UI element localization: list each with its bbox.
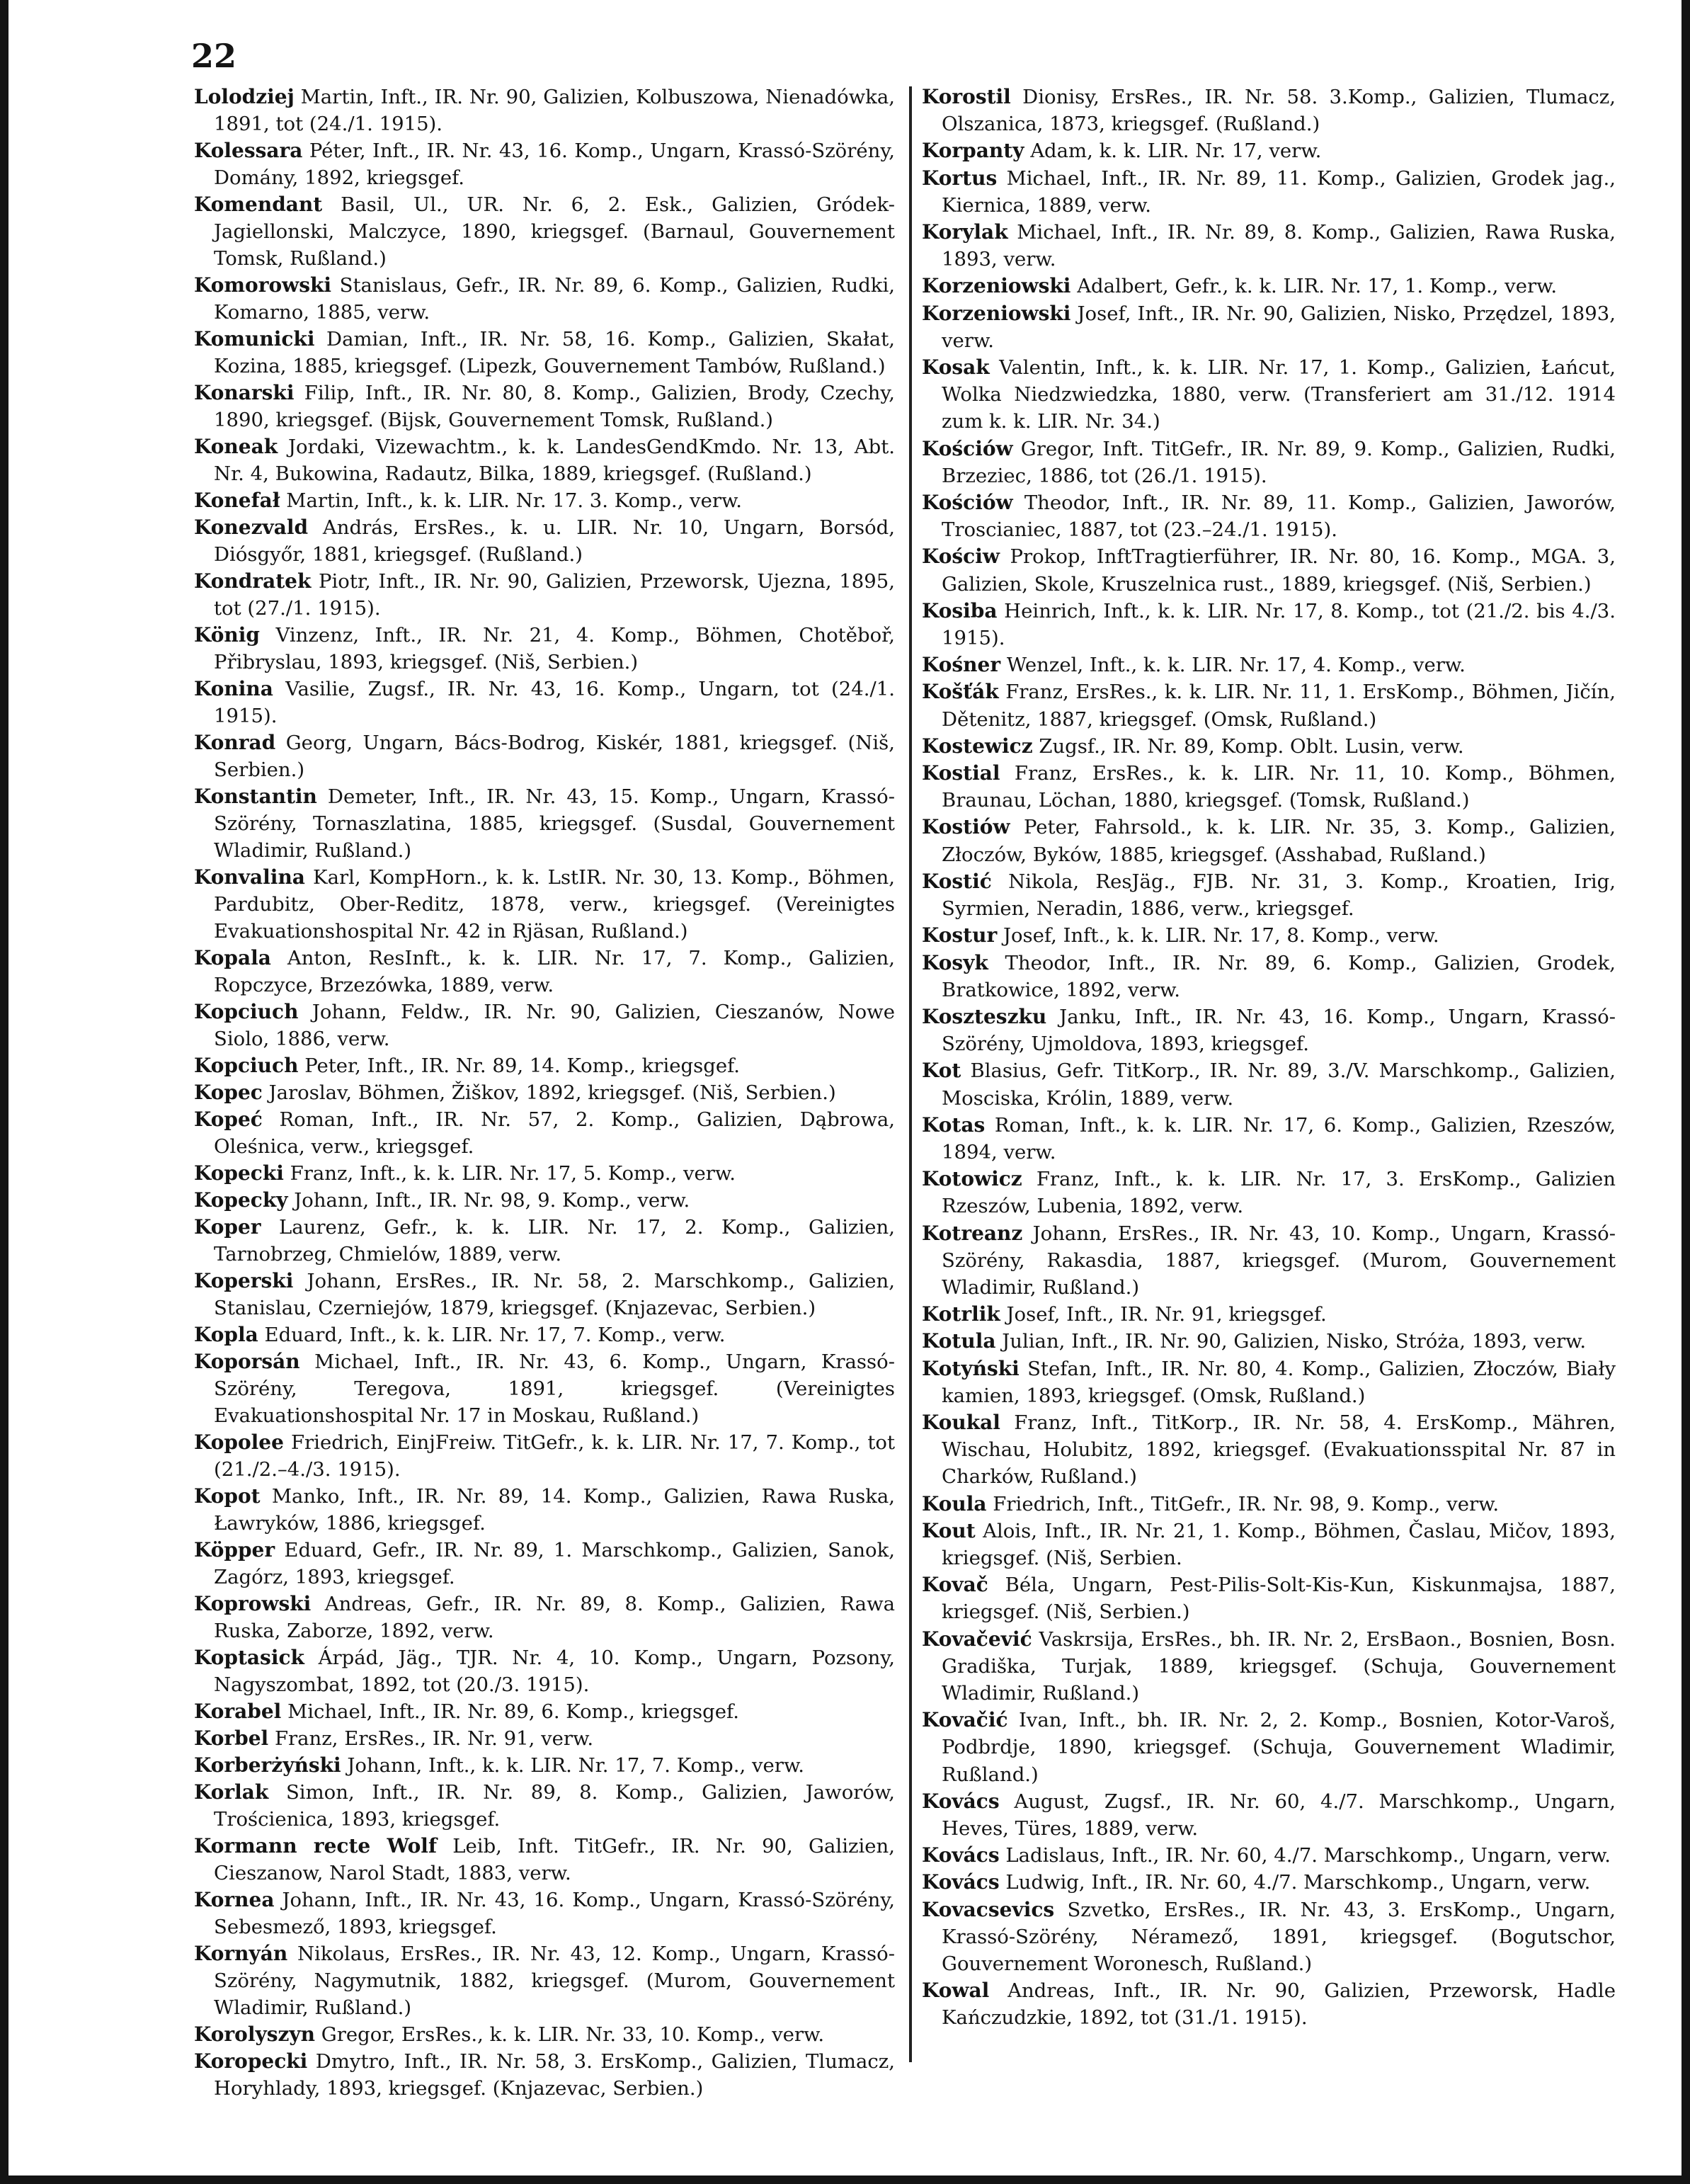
- list-item: [922, 1869, 1616, 1896]
- list-item: [194, 783, 895, 864]
- entry-surname: Koporsán: [194, 1350, 300, 1373]
- list-item: [922, 1112, 1616, 1166]
- list-item: [194, 380, 895, 433]
- entry-details: Franz, ErsRes., IR. Nr. 91, verw.: [274, 1727, 594, 1750]
- list-item: [194, 1321, 895, 1348]
- entry-details: Prokop, InftTragtierführer, IR. Nr. 80, 16. Komp., MGA. 3, Galizien, Skole, Kruszelnica rust., 1889, kriegsgef. (Niš, Serbien.): [942, 545, 1616, 596]
- list-item: [922, 219, 1616, 273]
- entry-surname: Kopot: [194, 1484, 261, 1508]
- entry-details: Johann, Inft., k. k. LIR. Nr. 17, 7. Komp., verw.: [347, 1754, 804, 1777]
- list-item: [922, 922, 1616, 949]
- list-item: [922, 354, 1616, 436]
- entry-details: Demeter, Inft., IR. Nr. 43, 15. Komp., Ungarn, Krassó-Szörény, Tornaszlatina, 1885, kriegsgef. (Susdal, Gouvernement Wladimir, Rußland.): [214, 785, 895, 862]
- list-item: [922, 1355, 1616, 1409]
- list-item: [922, 1491, 1616, 1518]
- list-item: [194, 487, 895, 514]
- entry-surname: Kondratek: [194, 569, 312, 593]
- list-item: [194, 1429, 895, 1483]
- entry-surname: Kostur: [922, 923, 998, 948]
- list-item: [194, 433, 895, 487]
- entry-details: Heinrich, Inft., k. k. LIR. Nr. 17, 8. Komp., tot (21./2. bis 4./3. 1915).: [942, 599, 1616, 650]
- entry-surname: Kotyński: [922, 1356, 1020, 1380]
- entry-surname: Kotreanz: [922, 1221, 1023, 1245]
- list-item: [194, 1725, 895, 1752]
- entry-surname: Korpanty: [922, 139, 1024, 163]
- entry-surname: Konina: [194, 677, 273, 700]
- entry-details: Andreas, Inft., IR. Nr. 90, Galizien, Przeworsk, Hadle Kańczudzkie, 1892, tot (31./1. 1915).: [942, 1979, 1616, 2030]
- entry-details: Filip, Inft., IR. Nr. 80, 8. Komp., Galizien, Brody, Czechy, 1890, kriegsgef. (Bijsk, Gouvernement Tomsk, Rußland.): [214, 382, 895, 431]
- entry-surname: Kovács: [922, 1789, 1000, 1813]
- entry-surname: Kotula: [922, 1329, 996, 1353]
- entry-surname: Konefał: [194, 489, 280, 512]
- entry-details: Piotr, Inft., IR. Nr. 90, Galizien, Przeworsk, Ujezna, 1895, tot (27./1. 1915).: [214, 570, 895, 620]
- entry-details: Eduard, Inft., k. k. LIR. Nr. 17, 7. Komp., verw.: [264, 1324, 726, 1346]
- list-item: [194, 1160, 895, 1187]
- entry-details: Franz, ErsRes., k. k. LIR. Nr. 11, 1. ErsKomp., Böhmen, Jičín, Dětenitz, 1887, kriegsgef. (Omsk, Rußland.): [942, 681, 1616, 731]
- entry-surname: Kolessara: [194, 139, 303, 162]
- entry-surname: Kopecky: [194, 1188, 288, 1212]
- entry-details: Jordaki, Vizewachtm., k. k. LandesGendKmdo. Nr. 13, Abt. Nr. 4, Bukowina, Radautz, Bilka, 1889, kriegsgef. (Rußland.): [214, 436, 895, 485]
- list-item: [922, 1788, 1616, 1842]
- entry-surname: Korolyszyn: [194, 2023, 316, 2046]
- entry-details: Ludwig, Inft., IR. Nr. 60, 4./7. Marschkomp., Ungarn, verw.: [1005, 1871, 1591, 1894]
- list-item: [194, 1698, 895, 1725]
- entry-surname: Kornea: [194, 1888, 275, 1911]
- entry-surname: Kotas: [922, 1113, 986, 1137]
- entry-details: Josef, Inft., IR. Nr. 90, Galizien, Nisko, Przędzel, 1893, verw.: [942, 302, 1616, 352]
- entry-surname: Kopecki: [194, 1161, 284, 1185]
- entry-surname: Komunicki: [194, 327, 315, 351]
- entry-details: Gregor, Inft. TitGefr., IR. Nr. 89, 9. Komp., Galizien, Rudki, Brzeziec, 1886, tot (26./1. 1915).: [942, 437, 1616, 487]
- entry-details: Johann, Inft., IR. Nr. 43, 16. Komp., Ungarn, Krassó-Szörény, Sebesmező, 1893, kriegsgef.: [214, 1889, 895, 1938]
- list-item: [922, 1003, 1616, 1057]
- entry-surname: Kormann recte Wolf: [194, 1834, 437, 1858]
- entry-details: Josef, Inft., k. k. LIR. Nr. 17, 8. Komp., verw.: [1003, 924, 1439, 948]
- left-column: [194, 84, 895, 2102]
- entry-surname: Konarski: [194, 381, 295, 404]
- list-item: [194, 568, 895, 622]
- entry-details: Ivan, Inft., bh. IR. Nr. 2, 2. Komp., Bosnien, Kotor-Varoš, Podbrdje, 1890, kriegsgef. (Schuja, Gouvernement Wladimir, Rußland.): [942, 1709, 1616, 1786]
- entry-details: Franz, ErsRes., k. k. LIR. Nr. 11, 10. Komp., Böhmen, Braunau, Löchan, 1880, kriegsgef. (Tomsk, Rußland.): [942, 762, 1616, 812]
- entry-surname: Korlak: [194, 1780, 269, 1804]
- list-item: [922, 1518, 1616, 1571]
- entry-details: Vasilie, Zugsf., IR. Nr. 43, 16. Komp., Ungarn, tot (24./1. 1915).: [214, 678, 895, 727]
- list-item: [922, 436, 1616, 489]
- list-item: [922, 1328, 1616, 1355]
- list-item: [922, 543, 1616, 597]
- list-item: [194, 84, 895, 137]
- entry-surname: Kowal: [922, 1979, 990, 2003]
- list-item: [922, 1977, 1616, 2031]
- list-item: [922, 950, 1616, 1003]
- entry-surname: Kovačević: [922, 1627, 1032, 1651]
- list-item: [922, 300, 1616, 354]
- list-item: [194, 1752, 895, 1779]
- entry-details: Ladislaus, Inft., IR. Nr. 60, 4./7. Marschkomp., Ungarn, verw.: [1005, 1844, 1611, 1867]
- entry-details: Friedrich, Inft., TitGefr., IR. Nr. 98, 9. Komp., verw.: [993, 1492, 1500, 1515]
- list-item: [922, 1409, 1616, 1491]
- list-item: [922, 489, 1616, 543]
- list-item: [194, 2021, 895, 2048]
- entry-details: Laurenz, Gefr., k. k. LIR. Nr. 17, 2. Komp., Galizien, Tarnobrzeg, Chmielów, 1889, verw.: [214, 1216, 895, 1266]
- entry-surname: Kout: [922, 1518, 976, 1542]
- list-item: [922, 137, 1616, 164]
- entry-surname: Kotrlik: [922, 1302, 1000, 1326]
- list-item: [194, 137, 895, 191]
- entry-surname: Kopciuch: [194, 1000, 299, 1023]
- list-item: [194, 729, 895, 783]
- entry-surname: Kostial: [922, 761, 1000, 785]
- list-item: [194, 2048, 895, 2102]
- list-item: [922, 165, 1616, 219]
- entry-surname: Kosak: [922, 356, 990, 380]
- list-item: [194, 1537, 895, 1591]
- entry-details: Adam, k. k. LIR. Nr. 17, verw.: [1030, 140, 1322, 163]
- list-item: [194, 272, 895, 326]
- entry-details: Peter, Fahrsold., k. k. LIR. Nr. 35, 3. Komp., Galizien, Złoczów, Byków, 1885, kriegsgef. (Asshabad, Rußland.): [942, 816, 1616, 866]
- entry-details: Jaroslav, Böhmen, Žiškov, 1892, kriegsgef. (Niš, Serbien.): [268, 1081, 836, 1104]
- entry-details: Peter, Inft., IR. Nr. 89, 14. Komp., kriegsgef.: [304, 1054, 741, 1077]
- list-item: [194, 1079, 895, 1106]
- entry-surname: Kopolee: [194, 1431, 284, 1454]
- list-item: [922, 1166, 1616, 1219]
- entry-details: Eduard, Gefr., IR. Nr. 89, 1. Marschkomp., Galizien, Sanok, Zagórz, 1893, kriegsgef.: [214, 1539, 895, 1588]
- entry-details: Franz, Inft., k. k. LIR. Nr. 17, 3. ErsKomp., Galizien Rzeszów, Lubenia, 1892, verw.: [942, 1168, 1616, 1218]
- list-item: [922, 1057, 1616, 1111]
- list-item: [194, 1644, 895, 1698]
- list-item: [922, 1896, 1616, 1978]
- list-item: [922, 733, 1616, 760]
- entry-surname: Kopec: [194, 1081, 263, 1104]
- list-item: [194, 864, 895, 945]
- list-item: [194, 1833, 895, 1887]
- entry-details: Vaskrsija, ErsRes., bh. IR. Nr. 2, ErsBaon., Bosnien, Bosn. Gradiška, Turjak, 1889, kriegsgef. (Schuja, Gouvernement Wladimir, Rußland.): [942, 1627, 1616, 1705]
- list-item: [922, 814, 1616, 868]
- entry-details: Roman, Inft., IR. Nr. 57, 2. Komp., Galizien, Dąbrowa, Oleśnica, verw., kriegsgef.: [214, 1108, 895, 1158]
- entry-surname: Kotowicz: [922, 1167, 1022, 1191]
- entry-surname: Korylak: [922, 220, 1008, 244]
- list-item: [922, 652, 1616, 678]
- entry-details: Vinzenz, Inft., IR. Nr. 21, 4. Komp., Böhmen, Chotěboř, Přibryslau, 1893, kriegsgef. (Niš, Serbien.): [214, 624, 895, 673]
- list-item: [194, 1106, 895, 1160]
- entry-details: Béla, Ungarn, Pest-Pilis-Solt-Kis-Kun, Kiskunmajsa, 1887, kriegsgef. (Niš, Serbien.): [942, 1574, 1616, 1624]
- entry-surname: Komendant: [194, 193, 323, 216]
- entry-surname: Kot: [922, 1059, 961, 1083]
- entry-details: Leib, Inft. TitGefr., IR. Nr. 90, Galizien, Cieszanow, Narol Stadt, 1883, verw.: [214, 1835, 895, 1884]
- entry-surname: Kopla: [194, 1323, 258, 1346]
- list-item: [194, 1940, 895, 2021]
- list-item: [922, 760, 1616, 814]
- list-item: [194, 191, 895, 272]
- entry-surname: Kovacsevics: [922, 1897, 1055, 1921]
- list-item: [194, 1591, 895, 1644]
- entry-surname: Kosyk: [922, 950, 988, 974]
- entry-surname: Korzeniowski: [922, 301, 1071, 325]
- entry-details: Johann, Inft., IR. Nr. 98, 9. Komp., verw.: [294, 1189, 690, 1212]
- list-item: [922, 678, 1616, 732]
- entry-details: Stanislaus, Gefr., IR. Nr. 89, 6. Komp., Galizien, Rudki, Komarno, 1885, verw.: [214, 274, 896, 324]
- entry-surname: König: [194, 623, 260, 647]
- entry-surname: Korostil: [922, 85, 1011, 108]
- entry-surname: Lolodziej: [194, 85, 295, 108]
- entry-details: Josef, Inft., IR. Nr. 91, kriegsgef.: [1006, 1303, 1327, 1326]
- entry-details: Johann, Feldw., IR. Nr. 90, Galizien, Cieszanów, Nowe Siolo, 1886, verw.: [214, 1001, 895, 1050]
- entry-details: Valentin, Inft., k. k. LIR. Nr. 17, 1. Komp., Galizien, Łańcut, Wolka Niedzwiedzka, 1880, verw. (Transferiert am 31./12. 1914 zum k. k. LIR. Nr. 34.): [942, 356, 1616, 433]
- entry-details: Péter, Inft., IR. Nr. 43, 16. Komp., Ungarn, Krassó-Szörény, Domány, 1892, kriegsgef.: [214, 140, 895, 189]
- entry-surname: Koperski: [194, 1269, 294, 1292]
- entry-surname: Koptasick: [194, 1646, 304, 1669]
- entry-surname: Koneak: [194, 435, 278, 458]
- list-item: [922, 1842, 1616, 1869]
- entry-details: Árpád, Jäg., TJR. Nr. 4, 10. Komp., Ungarn, Pozsony, Nagyszombat, 1892, tot (20./3. 1915).: [214, 1646, 896, 1696]
- entry-surname: Kovács: [922, 1843, 1000, 1867]
- entry-surname: Kortus: [922, 166, 998, 190]
- entry-surname: Koropecki: [194, 2049, 308, 2073]
- list-item: [194, 622, 895, 676]
- entry-surname: Košťák: [922, 680, 999, 704]
- entry-surname: Korberżyński: [194, 1753, 341, 1777]
- list-item: [194, 1348, 895, 1429]
- entry-details: Zugsf., IR. Nr. 89, Komp. Oblt. Lusin, verw.: [1039, 734, 1464, 758]
- entry-details: Franz, Inft., k. k. LIR. Nr. 17, 5. Komp., verw.: [290, 1162, 736, 1185]
- entry-surname: Koukal: [922, 1410, 1000, 1434]
- list-item: [194, 1214, 895, 1268]
- entry-surname: Kovačić: [922, 1708, 1008, 1732]
- entry-details: Michael, Inft., IR. Nr. 43, 6. Komp., Ungarn, Krassó-Szörény, Teregova, 1891, kriegsgef. (Vereinigtes Evakuationshospital Nr. 17 in Moskau, Rußland.): [214, 1350, 896, 1427]
- entry-details: Damian, Inft., IR. Nr. 58, 16. Komp., Galizien, Skałat, Kozina, 1885, kriegsgef. (Lipezk, Gouvernement Tambów, Rußland.): [214, 328, 895, 377]
- entry-details: Gregor, ErsRes., k. k. LIR. Nr. 33, 10. Komp., verw.: [321, 2023, 825, 2046]
- list-item: [194, 326, 895, 380]
- page-number: 22: [191, 37, 237, 75]
- entry-details: Michael, Inft., IR. Nr. 89, 11. Komp., Galizien, Grodek jag., Kiernica, 1889, verw.: [942, 166, 1616, 217]
- entry-surname: Kovač: [922, 1573, 988, 1597]
- entry-details: Szvetko, ErsRes., IR. Nr. 43, 3. ErsKomp., Ungarn, Krassó-Szörény, Néramező, 1891, kriegsgef. (Bogutschor, Gouvernement Woronesch, Rußland.): [942, 1898, 1616, 1976]
- entry-details: Adalbert, Gefr., k. k. LIR. Nr. 17, 1. Komp., verw.: [1077, 275, 1558, 298]
- entry-surname: Koula: [922, 1491, 987, 1515]
- entry-surname: Kostewicz: [922, 734, 1033, 758]
- entry-surname: Köpper: [194, 1538, 275, 1562]
- list-item: [194, 514, 895, 568]
- list-item: [922, 1626, 1616, 1707]
- entry-surname: Kopeć: [194, 1108, 263, 1131]
- entry-details: August, Zugsf., IR. Nr. 60, 4./7. Marschkomp., Ungarn, Heves, Türes, 1889, verw.: [942, 1790, 1616, 1840]
- entry-surname: Kosiba: [922, 598, 998, 622]
- entry-surname: Komorowski: [194, 273, 332, 297]
- entry-details: Andreas, Gefr., IR. Nr. 89, 8. Komp., Galizien, Rawa Ruska, Zaborze, 1892, verw.: [214, 1593, 895, 1642]
- entry-details: Dionisy, ErsRes., IR. Nr. 58. 3.Komp., Galizien, Tlumacz, Olszanica, 1873, kriegsgef. (Rußland.): [942, 86, 1616, 136]
- entry-details: András, ErsRes., k. u. LIR. Nr. 10, Ungarn, Borsód, Diósgyőr, 1881, kriegsgef. (Rußland.): [214, 516, 895, 566]
- list-item: [922, 1220, 1616, 1302]
- entry-surname: Korbel: [194, 1727, 269, 1750]
- list-item: [922, 1707, 1616, 1788]
- list-item: [922, 598, 1616, 652]
- list-item: [194, 999, 895, 1052]
- entry-surname: Konrad: [194, 731, 276, 754]
- entry-surname: Koprowski: [194, 1592, 312, 1615]
- entry-surname: Konezvald: [194, 516, 309, 539]
- entry-details: Nikola, ResJäg., FJB. Nr. 31, 3. Komp., Kroatien, Irig, Syrmien, Neradin, 1886, verw., kriegsgef.: [942, 870, 1616, 921]
- entry-details: Julian, Inft., IR. Nr. 90, Galizien, Nisko, Stróża, 1893, verw.: [1002, 1330, 1587, 1353]
- entry-surname: Kovács: [922, 1870, 1000, 1894]
- entry-surname: Kościów: [922, 491, 1013, 515]
- entry-surname: Koszteszku: [922, 1004, 1047, 1028]
- list-item: [922, 1301, 1616, 1328]
- list-item: [194, 1268, 895, 1321]
- entry-details: Martin, Inft., IR. Nr. 90, Galizien, Kolbuszowa, Nienadówka, 1891, tot (24./1. 1915).: [214, 86, 895, 135]
- list-item: [194, 1187, 895, 1214]
- entry-surname: Korzeniowski: [922, 274, 1071, 298]
- entry-surname: Kopala: [194, 946, 271, 969]
- entry-details: Blasius, Gefr. TitKorp., IR. Nr. 89, 3./V. Marschkomp., Galizien, Mosciska, Królin, 1889, verw.: [942, 1059, 1616, 1110]
- entry-surname: Kośner: [922, 653, 1001, 677]
- entry-details: Dmytro, Inft., IR. Nr. 58, 3. ErsKomp., Galizien, Tlumacz, Horyhlady, 1893, kriegsgef. (Knjazevac, Serbien.): [214, 2050, 896, 2100]
- list-item: [194, 1887, 895, 1940]
- entry-surname: Korabel: [194, 1700, 282, 1723]
- column-divider: [909, 86, 912, 2062]
- entry-surname: Konstantin: [194, 785, 317, 808]
- list-item: [922, 84, 1616, 137]
- entry-details: Franz, Inft., TitKorp., IR. Nr. 58, 4. ErsKomp., Mähren, Wischau, Holubitz, 1892, kriegsgef. (Evakuationsspital Nr. 87 in Charków, Rußland.): [942, 1411, 1616, 1489]
- entry-details: Nikolaus, ErsRes., IR. Nr. 43, 12. Komp., Ungarn, Krassó-Szörény, Nagymutnik, 1882, kriegsgef. (Murom, Gouvernement Wladimir, Rußland.): [214, 1943, 895, 2019]
- entry-surname: Kornyán: [194, 1942, 288, 1965]
- entry-surname: Kościów: [922, 436, 1013, 460]
- entry-details: Georg, Ungarn, Bács-Bodrog, Kiskér, 1881, kriegsgef. (Niš, Serbien.): [214, 732, 895, 781]
- entry-details: Anton, ResInft., k. k. LIR. Nr. 17, 7. Komp., Galizien, Ropczyce, Brzezówka, 1889, verw.: [214, 947, 895, 996]
- entry-details: Karl, KompHorn., k. k. LstIR. Nr. 30, 13. Komp., Böhmen, Pardubitz, Ober-Reditz, 1878, verw., kriegsgef. (Vereinigtes Evakuationshospital Nr. 42 in Rjäsan, Rußland.): [214, 866, 895, 943]
- list-item: [922, 273, 1616, 300]
- entry-details: Wenzel, Inft., k. k. LIR. Nr. 17, 4. Komp., verw.: [1006, 654, 1466, 677]
- list-item: [194, 1483, 895, 1537]
- entry-surname: Konvalina: [194, 865, 305, 889]
- entry-surname: Kościw: [922, 545, 1000, 569]
- entry-details: Martin, Inft., k. k. LIR. Nr. 17. 3. Komp., verw.: [286, 489, 743, 512]
- entry-surname: Kostić: [922, 869, 992, 893]
- entry-details: Simon, Inft., IR. Nr. 89, 8. Komp., Galizien, Jaworów, Trościenica, 1893, kriegsgef.: [214, 1781, 895, 1831]
- entry-details: Friedrich, EinjFreiw. TitGefr., k. k. LIR. Nr. 17, 7. Komp., tot (21./2.–4./3. 1915).: [214, 1431, 895, 1481]
- list-item: [194, 1779, 895, 1833]
- list-item: [922, 1571, 1616, 1625]
- entry-surname: Kostiów: [922, 815, 1010, 839]
- entry-surname: Kopciuch: [194, 1054, 299, 1077]
- entry-details: Stefan, Inft., IR. Nr. 80, 4. Komp., Galizien, Złoczów, Biały kamien, 1893, kriegsgef. (Omsk, Rußland.): [942, 1357, 1616, 1407]
- entry-details: Michael, Inft., IR. Nr. 89, 8. Komp., Galizien, Rawa Ruska, 1893, verw.: [942, 221, 1616, 271]
- list-item: [922, 868, 1616, 922]
- entry-details: Basil, Ul., UR. Nr. 6, 2. Esk., Galizien, Gródek-Jagiellonski, Malczyce, 1890, kriegsgef. (Barnaul, Gouvernement Tomsk, Rußland.): [214, 193, 896, 270]
- list-item: [194, 945, 895, 999]
- right-column: [922, 84, 1616, 2032]
- entry-details: Theodor, Inft., IR. Nr. 89, 6. Komp., Galizien, Grodek, Bratkowice, 1892, verw.: [942, 951, 1616, 1001]
- entry-surname: Koper: [194, 1215, 261, 1239]
- entry-details: Johann, ErsRes., IR. Nr. 58, 2. Marschkomp., Galizien, Stanislau, Czerniejów, 1879, kriegsgef. (Knjazevac, Serbien.): [214, 1270, 895, 1319]
- entry-details: Roman, Inft., k. k. LIR. Nr. 17, 6. Komp., Galizien, Rzeszów, 1894, verw.: [942, 1113, 1616, 1164]
- entry-details: Alois, Inft., IR. Nr. 21, 1. Komp., Böhmen, Časlau, Mičov, 1893, kriegsgef. (Niš, Serbien.: [942, 1519, 1616, 1569]
- list-item: [194, 1052, 895, 1079]
- list-item: [194, 676, 895, 729]
- entry-details: Johann, ErsRes., IR. Nr. 43, 10. Komp., Ungarn, Krassó-Szörény, Rakasdia, 1887, kriegsgef. (Murom, Gouvernement Wladimir, Rußland.): [942, 1222, 1616, 1299]
- entry-details: Theodor, Inft., IR. Nr. 89, 11. Komp., Galizien, Jaworów, Troscianiec, 1887, tot (23.–24./1. 1915).: [942, 491, 1616, 542]
- entry-details: Manko, Inft., IR. Nr. 89, 14. Komp., Galizien, Rawa Ruska, Ławryków, 1886, kriegsgef.: [214, 1485, 895, 1535]
- entry-details: Janku, Inft., IR. Nr. 43, 16. Komp., Ungarn, Krassó-Szörény, Ujmoldova, 1893, kriegsgef.: [942, 1005, 1616, 1056]
- entry-details: Michael, Inft., IR. Nr. 89, 6. Komp., kriegsgef.: [287, 1700, 739, 1723]
